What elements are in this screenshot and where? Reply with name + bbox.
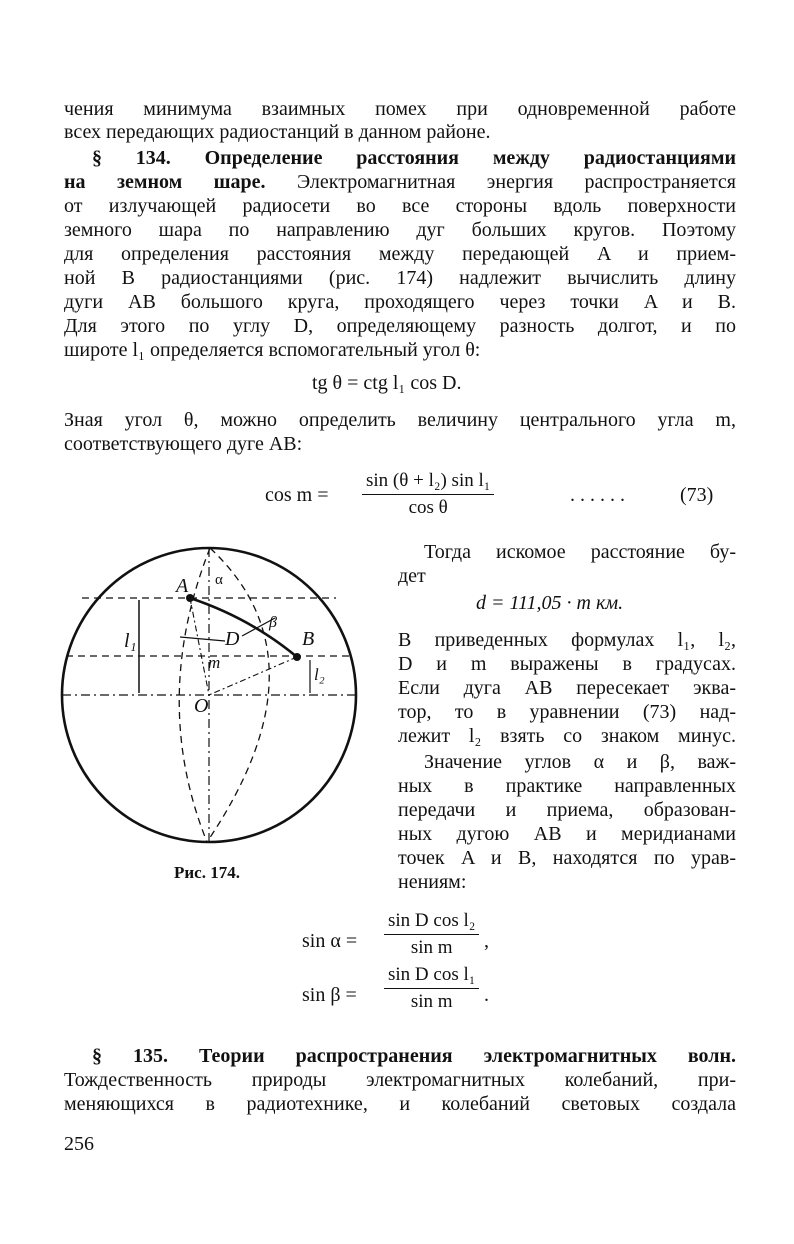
arc-ab	[190, 598, 297, 657]
text-span: Электромагнитная энергия распространяется	[296, 171, 737, 193]
numerator: sin (θ + l₂) sin l₁	[362, 470, 494, 495]
text-line: Если дуга AB пересекает эква-	[398, 677, 736, 699]
text-line: Тогда искомое расстояние бу-	[424, 541, 736, 563]
numerator: sin D cos l₁	[384, 964, 479, 989]
figure-caption: Рис. 174.	[174, 863, 240, 882]
text-line: чения минимума взаимных помех при одновременной работе	[64, 98, 736, 120]
fraction	[384, 910, 479, 959]
radius-ob	[209, 657, 297, 695]
denominator: sin m	[410, 937, 453, 958]
text-line: дет	[398, 565, 426, 587]
section-134-heading: § 134. Определение расстояния между радиостанциями	[92, 147, 736, 169]
formula-lhs: sin β =	[302, 984, 357, 1006]
text-line: Зная угол θ, можно определить величину центрального угла m,	[64, 409, 736, 431]
point-b	[293, 653, 301, 661]
page-number: 256	[64, 1133, 94, 1155]
fraction	[384, 964, 479, 1013]
section-134-heading-end: на земном шаре.	[64, 171, 266, 193]
label-beta: β	[269, 614, 277, 631]
text-line: передачи и приема, образован-	[398, 799, 736, 821]
radius-oa	[190, 598, 209, 695]
formula-distance: d = 111,05 · m км.	[476, 592, 624, 614]
text-line: дуги AB большого круга, проходящего через точки A и B.	[64, 291, 736, 313]
section-135-heading: § 135. Теории распространения электромагнитных волн.	[92, 1045, 736, 1067]
label-l2: l₂	[314, 665, 325, 684]
punctuation: .	[484, 984, 489, 1006]
punctuation: ,	[484, 930, 489, 952]
text-line: нениям:	[398, 871, 467, 893]
denominator: cos θ	[408, 497, 448, 518]
equation-number: (73)	[680, 484, 714, 506]
text-line: ных в практике направленных	[398, 775, 736, 797]
text-line: земного шара по направлению дуг больших кругов. Поэтому	[64, 219, 736, 241]
text-line: ной B радиостанциями (рис. 174) надлежит вычислить длину	[64, 267, 736, 289]
label-a: A	[176, 575, 189, 597]
text-line: соответствующего дуге AB:	[64, 433, 303, 455]
text-line: Для этого по углу D, определяющему разность долгот, и по	[64, 315, 736, 337]
leader-dots: . . . . . .	[570, 484, 625, 506]
text-line: Тождественность природы электромагнитных колебаний, при-	[64, 1069, 736, 1091]
text-line: В приведенных формулах l₁, l₂,	[398, 629, 736, 651]
label-o: O	[194, 695, 209, 717]
text-line: D и m выражены в градусах.	[398, 653, 736, 675]
formula-lhs: sin α =	[302, 930, 358, 952]
text-line: лежит l₂ взять со знаком минус.	[398, 725, 736, 747]
label-b: B	[302, 628, 315, 650]
numerator: sin D cos l₂	[384, 910, 479, 935]
text-line: ных дугою AB и меридианами	[398, 823, 736, 845]
formula-lhs: cos m =	[265, 484, 329, 506]
label-alpha: α	[215, 572, 223, 588]
denominator: sin m	[410, 991, 453, 1012]
text-line: от излучающей радиосети во все стороны вдоль поверхности	[64, 195, 736, 217]
label-d: D	[225, 628, 240, 650]
text-line: широте l₁ определяется вспомогательный угол θ:	[64, 339, 481, 361]
text-line: тор, то в уравнении (73) над-	[398, 701, 736, 723]
text-line: всех передающих радиостанций в данном районе.	[64, 121, 491, 143]
text-line: меняющихся в радиотехнике, и колебаний световых создала	[64, 1093, 736, 1115]
text-line: Значение углов α и β, важ-	[424, 751, 736, 773]
text-line: точек A и B, находятся по урав-	[398, 847, 736, 869]
text-line: для определения расстояния между передающей A и прием-	[64, 243, 736, 265]
label-l1: l₁	[124, 630, 137, 652]
formula-tg: tg θ = ctg l₁ cos D.	[312, 372, 462, 394]
label-m: m	[208, 653, 221, 672]
